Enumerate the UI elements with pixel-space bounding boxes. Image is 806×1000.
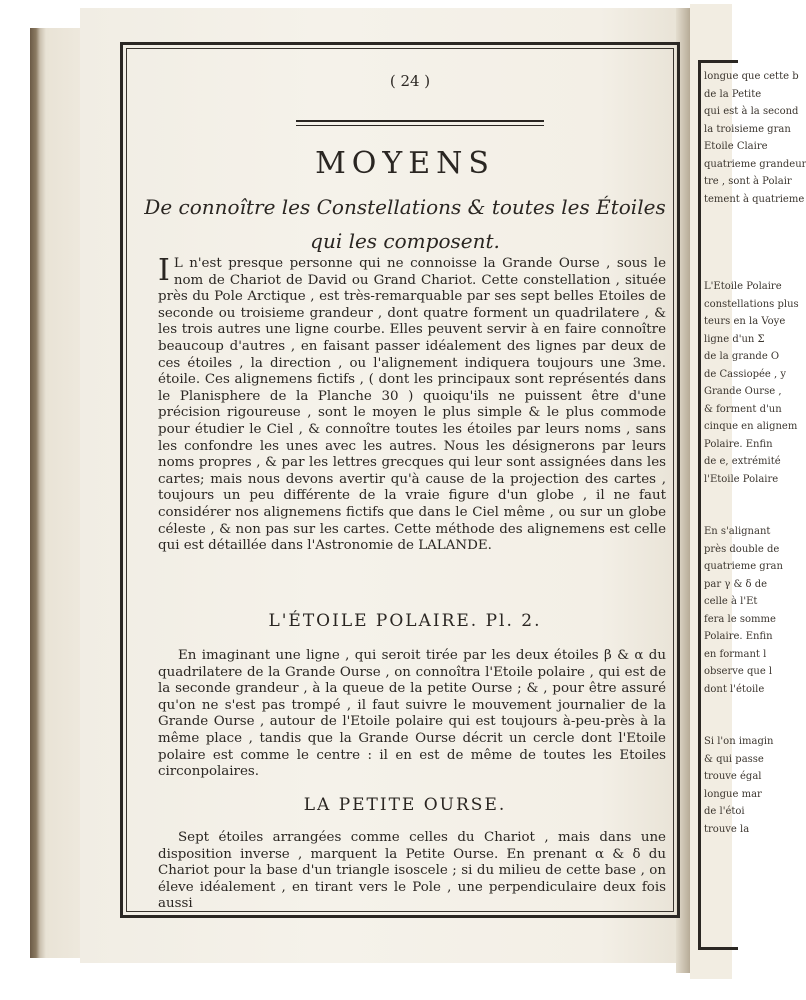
facing-page-line [704,700,734,714]
facing-page-line: ligne d'un Σ [704,333,765,345]
facing-page-line: de e, extrémité [704,456,781,467]
facing-page-line: observe que l [704,666,773,677]
facing-page-line: trouve égal [704,771,762,782]
page-title: MOYENS [315,146,495,181]
drop-cap: I [158,253,170,288]
facing-page-line: constellations plus [704,298,799,310]
facing-page-line: fera le somme [704,613,776,625]
facing-page-line: trouve la [704,823,750,835]
facing-page-line: & forment d'un [704,403,782,415]
facing-page-line: près double de [704,543,780,555]
facing-page-line [704,718,734,732]
facing-page-line [704,490,734,504]
facing-page-line: de Cassiopée , y [704,368,787,380]
facing-page-line: Polaire. Enfin [704,438,773,450]
facing-page-line: & qui passe [704,753,764,765]
facing-page-line [704,508,734,522]
paragraph-petite-ourse: Sept étoiles arrangées comme celles du Chariot , mais dans une disposition inverse , marquent la Petite Ourse. En prenant α & δ du Chariot pour la base d'un triangle isoscele ; si du milieu de cette base , on éleve idéalement , en tirant vers le Pole , une perpendiculaire deux fois aussi [158,830,666,912]
facing-page-line: tement à quatrieme [704,193,805,205]
facing-page-line: qui est à la second [704,106,799,117]
facing-page-line [704,263,734,277]
facing-page-line [704,210,734,224]
facing-page-line: L'Etoile Polaire [704,281,782,292]
facing-page-line: quatrieme grandeur [704,158,806,170]
facing-page-line: En s'alignant [704,526,771,537]
facing-page-line: celle à l'Et [704,596,758,607]
facing-page-line: dont l'étoile [704,683,765,695]
facing-page-line: Grande Ourse , [704,386,782,397]
facing-page-line: en formant l [704,648,767,660]
facing-page-text [704,70,806,840]
facing-page-line: tre , sont à Polair [704,176,792,187]
facing-page-line: Si l'on imagin [704,736,774,747]
title-rule-thin [296,125,544,126]
paragraph-intro [158,253,666,555]
facing-page-line [704,245,734,259]
facing-page-line: par γ & δ de [704,578,768,590]
facing-page-line [704,228,734,242]
title-rule-top [296,120,544,122]
facing-page-line: cinque en alignem [704,421,798,432]
facing-page-line: de la Petite [704,88,762,100]
facing-page-line: de l'étoi [704,806,745,817]
facing-page-line: teurs en la Voye [704,316,786,327]
facing-page-line: quatrieme gran [704,561,783,572]
paragraph-polaire: En imaginant une ligne , qui seroit tirée par les deux étoiles β & α du quadrilatere de la Grande Ourse , on connoîtra l'Etoile polaire , qui est de la seconde grandeur , à la queue de la petite Ourse ; & , pour être assuré qu'on ne s'est pas trompé , il faut suivre le mouvement journalier de la Grande Ourse , autour de l'Etoile polaire qui est toujours à-peu-près à la même place , tandis que la Grande Ourse décrit un cercle dont l'Etoile polaire est comme le centre : il en est de même de toutes les Etoiles circonpolaires. [158,648,666,780]
section-heading-polaire: L'ÉTOILE POLAIRE. Pl. 2. [268,611,542,631]
facing-page-line: longue mar [704,788,762,800]
facing-page-line: l'Etoile Polaire [704,473,779,485]
paragraph-intro-text: L n'est presque personne qui ne connoisse la Grande Ourse , sous le nom de Chariot de David ou Grand Chariot. Cette constellation , située près du Pole Arctique , est très-remarquable par ses sept belles Etoiles de seconde ou troisieme grandeur , dont quatre forment un quadrilatere , & les trois autres une ligne courbe. Elles peuvent servir à en faire connoître beaucoup d'autres , en faisant passer idéalement des lignes par deux de ces étoiles , la direction , ou l'alignement indiquera toujours une 3me. étoile. Ces alignemens fictifs , ( dont les principaux sont représentés dans le Planisphere de la Planche 30 ) quoiqu'ils ne puissent être d'une précision rigoureuse , sont le moyen le plus simple & le plus commode pour étudier le Ciel , & connoître toutes les étoiles par leurs noms , sans les confondre les unes avec les autres. Nous les désignerons par leurs noms propres , & par les lettres grecques qui leur sont assignées dans les cartes; mais nous devons avertir qu'à cause de la projection des cartes , toujours un peu différente de la vraie figure d'un globe , il ne faut considérer nos alignemens fictifs que dans le Ciel même , ou sur un globe céleste , & non pas sur les cartes. Cette méthode des alignemens est celle qui est détaillée dans l'Astronomie de LALANDE. [158,256,666,554]
page-number: ( 24 ) [389,72,431,90]
facing-page-line: Polaire. Enfin [704,631,773,642]
page-subtitle: De connoître les Constellations & toutes les Étoiles qui les composent. [144,195,666,253]
facing-page-line: de la grande O [704,351,780,362]
facing-page-line: longue que cette b [704,71,799,82]
facing-page-line: la troisieme gran [704,123,791,135]
facing-page-line: Etoile Claire [704,141,768,152]
section-heading-petite-ourse: LA PETITE OURSE. [303,795,507,815]
